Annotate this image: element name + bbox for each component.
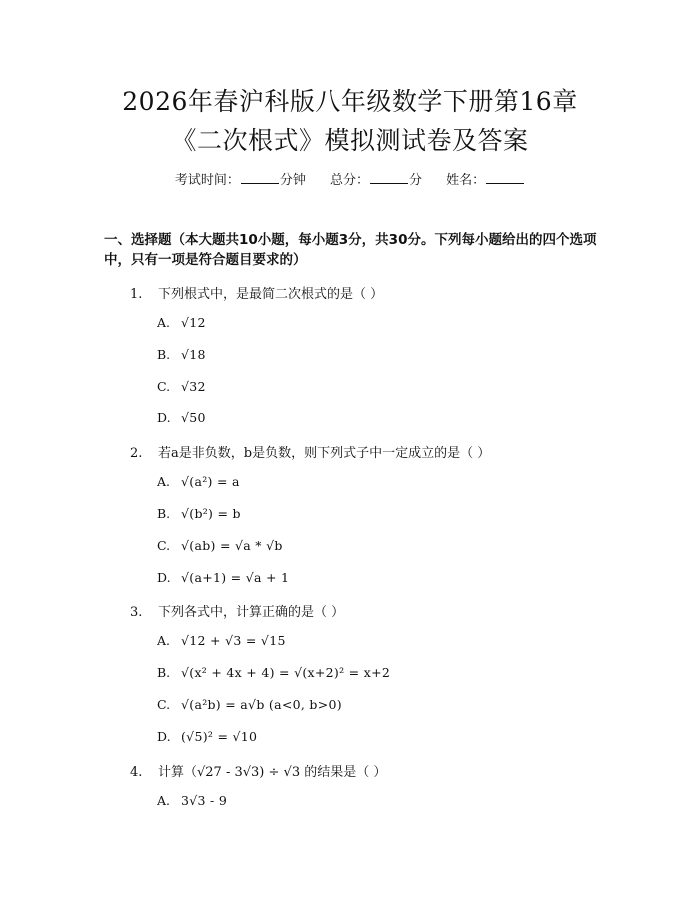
question-1-option-a	[157, 315, 206, 330]
exam-time-label: 考试时间：	[174, 173, 240, 188]
question-2-option-a	[157, 474, 240, 489]
exam-time-blank	[241, 172, 279, 184]
question-1	[130, 283, 383, 302]
question-text: 下列根式中，是最简二次根式的是（ ）	[158, 287, 384, 302]
option-text: √(x² + 4x + 4) = √(x+2)² = x+2	[181, 665, 391, 680]
question-2	[130, 442, 490, 461]
option-text: (√5)² = √10	[181, 729, 258, 744]
total-score-field	[330, 169, 422, 188]
question-1-option-b	[157, 347, 206, 362]
question-2-option-d	[157, 570, 289, 585]
option-text: √12	[181, 315, 206, 330]
question-3-option-b	[157, 665, 390, 680]
document-title-line-2: 《二次根式》模拟测试卷及答案	[171, 126, 529, 155]
option-text: √(a²b) = a√b (a<0, b>0)	[181, 697, 342, 712]
question-4	[130, 761, 386, 780]
question-text: 若a是非负数，b是负数，则下列式子中一定成立的是（ ）	[158, 446, 491, 461]
question-1-option-d	[157, 410, 206, 425]
option-text: √(ab) = √a * √b	[181, 538, 283, 553]
option-text: √32	[181, 379, 206, 394]
question-4-option-a	[157, 793, 227, 808]
question-number: 1.	[130, 287, 143, 302]
question-3-option-a	[157, 633, 286, 648]
question-3-option-c	[157, 697, 342, 712]
total-score-blank	[370, 172, 408, 184]
question-2-option-c	[157, 538, 283, 553]
question-number: 4.	[130, 765, 143, 780]
option-text: √50	[181, 410, 206, 425]
option-letter: D.	[157, 570, 171, 585]
option-text: √(a+1) = √a + 1	[181, 570, 290, 585]
question-text: 下列各式中，计算正确的是（ ）	[158, 605, 345, 620]
option-text: √(b²) = b	[181, 506, 241, 521]
question-2-option-b	[157, 506, 241, 521]
exam-info-line	[0, 169, 700, 188]
option-text: √(a²) = a	[181, 474, 240, 489]
question-3-option-d	[157, 729, 257, 744]
option-text: √18	[181, 347, 206, 362]
student-name-label: 姓名：	[446, 173, 486, 188]
option-letter: C.	[157, 697, 171, 712]
option-letter: A.	[157, 633, 171, 648]
option-letter: D.	[157, 729, 171, 744]
document-title-line-1: 2026年春沪科版八年级数学下册第16章	[122, 87, 578, 116]
exam-time-field	[175, 169, 306, 188]
option-letter: A.	[157, 474, 171, 489]
option-letter: B.	[157, 347, 171, 362]
exam-time-unit: 分钟	[279, 173, 306, 188]
option-text: √12 + √3 = √15	[181, 633, 286, 648]
option-letter: D.	[157, 410, 171, 425]
student-name-blank	[486, 172, 524, 184]
total-score-label: 总分：	[329, 173, 369, 188]
question-text: 计算（√27 - 3√3) ÷ √3 的结果是（ ）	[158, 765, 387, 780]
option-letter: A.	[157, 315, 171, 330]
option-letter: B.	[157, 665, 171, 680]
student-name-field	[446, 169, 525, 188]
question-3	[130, 601, 344, 620]
question-number: 3.	[130, 605, 143, 620]
option-letter: B.	[157, 506, 171, 521]
question-1-option-c	[157, 379, 206, 394]
option-text: 3√3 - 9	[181, 793, 228, 808]
total-score-unit: 分	[409, 173, 423, 188]
option-letter: C.	[157, 379, 171, 394]
option-letter: A.	[157, 793, 171, 808]
question-number: 2.	[130, 446, 143, 461]
section-heading-multiple-choice: 一、选择题（本大题共10小题，每小题3分，共30分。下列每小题给出的四个选项中，只有一项是符合题目要求的）	[104, 232, 597, 268]
option-letter: C.	[157, 538, 171, 553]
